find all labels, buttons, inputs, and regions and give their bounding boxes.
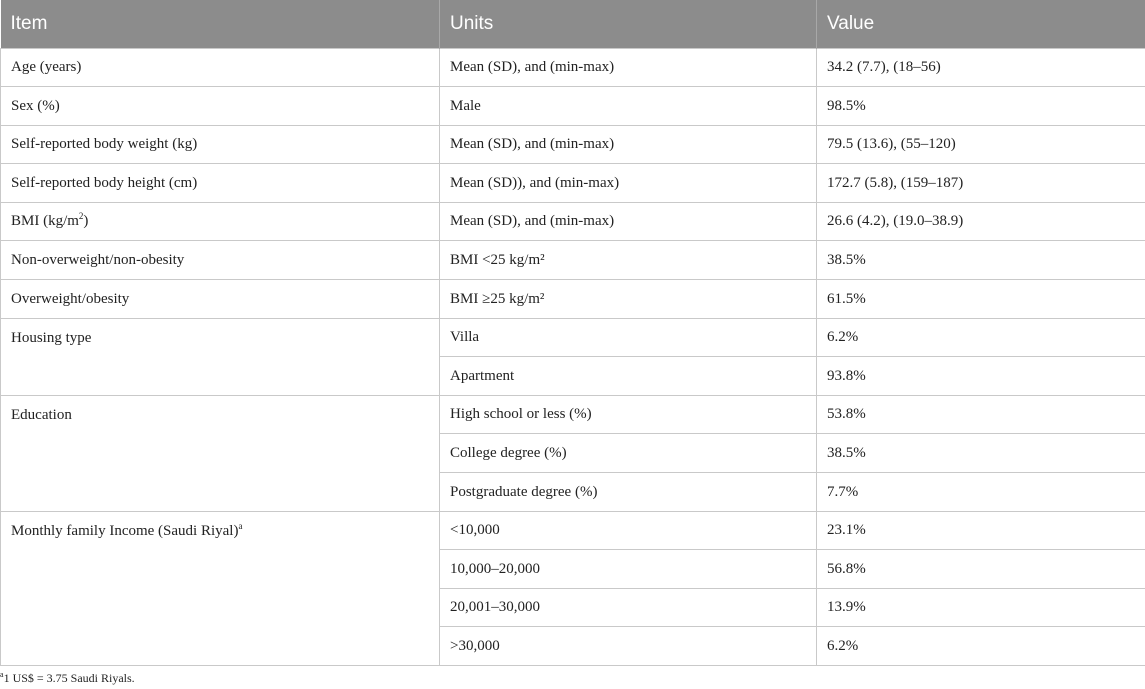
row-units: BMI <25 kg/m²	[440, 241, 817, 280]
row-value: 38.5%	[817, 434, 1145, 473]
row-units: Mean (SD)), and (min-max)	[440, 164, 817, 203]
row-item-education: Education	[1, 395, 440, 511]
header-units: Units	[440, 0, 817, 48]
table-row	[1, 280, 1145, 319]
row-units: >30,000	[440, 627, 817, 666]
row-value: 61.5%	[817, 280, 1145, 319]
table-row	[1, 511, 1145, 550]
row-value: 38.5%	[817, 241, 1145, 280]
row-units: College degree (%)	[440, 434, 817, 473]
row-value: 53.8%	[817, 395, 1145, 434]
row-item-weight: Self-reported body weight (kg)	[1, 125, 440, 164]
table-row	[1, 318, 1145, 357]
bmi-label-prefix: BMI (kg/m	[11, 213, 79, 230]
row-item-sex: Sex (%)	[1, 87, 440, 126]
row-units: Male	[440, 87, 817, 126]
table-header	[1, 0, 1145, 48]
row-value: 7.7%	[817, 473, 1145, 512]
row-value: 6.2%	[817, 318, 1145, 357]
row-units: 20,001–30,000	[440, 588, 817, 627]
table-row	[1, 48, 1145, 87]
row-item-non-overweight: Non-overweight/non-obesity	[1, 241, 440, 280]
table-row	[1, 395, 1145, 434]
row-units: Villa	[440, 318, 817, 357]
row-value: 34.2 (7.7), (18–56)	[817, 48, 1145, 87]
row-value: 172.7 (5.8), (159–187)	[817, 164, 1145, 203]
row-units: High school or less (%)	[440, 395, 817, 434]
table-row	[1, 125, 1145, 164]
footnote-marker: a	[0, 670, 4, 679]
income-label: Monthly family Income (Saudi Riyal)	[11, 522, 239, 539]
row-units: 10,000–20,000	[440, 550, 817, 589]
row-value: 13.9%	[817, 588, 1145, 627]
row-units: <10,000	[440, 511, 817, 550]
row-item-overweight: Overweight/obesity	[1, 280, 440, 319]
table-row	[1, 87, 1145, 126]
income-footnote-marker: a	[238, 520, 243, 531]
row-item-age: Age (years)	[1, 48, 440, 87]
row-item-income	[1, 511, 440, 665]
row-value: 26.6 (4.2), (19.0–38.9)	[817, 202, 1145, 241]
row-units: Mean (SD), and (min-max)	[440, 125, 817, 164]
table-row	[1, 164, 1145, 203]
row-units: Postgraduate degree (%)	[440, 473, 817, 512]
row-units: Mean (SD), and (min-max)	[440, 202, 817, 241]
row-item-housing: Housing type	[1, 318, 440, 395]
row-item-height: Self-reported body height (cm)	[1, 164, 440, 203]
bmi-label-suffix: )	[83, 213, 89, 230]
header-item: Item	[1, 0, 440, 48]
row-units: Mean (SD), and (min-max)	[440, 48, 817, 87]
header-value: Value	[817, 0, 1145, 48]
table-row	[1, 202, 1145, 241]
row-units: Apartment	[440, 357, 817, 396]
row-item-bmi	[1, 202, 440, 241]
row-value: 93.8%	[817, 357, 1145, 396]
row-value: 6.2%	[817, 627, 1145, 666]
table-footnote	[0, 671, 135, 686]
table-body	[1, 48, 1145, 666]
bmi-label-superscript: 2	[78, 211, 84, 222]
table-row	[1, 241, 1145, 280]
footnote-text: 1 US$ = 3.75 Saudi Riyals.	[3, 671, 135, 685]
row-value: 56.8%	[817, 550, 1145, 589]
row-value: 79.5 (13.6), (55–120)	[817, 125, 1145, 164]
row-value: 23.1%	[817, 511, 1145, 550]
row-units: BMI ≥25 kg/m²	[440, 280, 817, 319]
row-value: 98.5%	[817, 87, 1145, 126]
header-row	[1, 0, 1145, 48]
